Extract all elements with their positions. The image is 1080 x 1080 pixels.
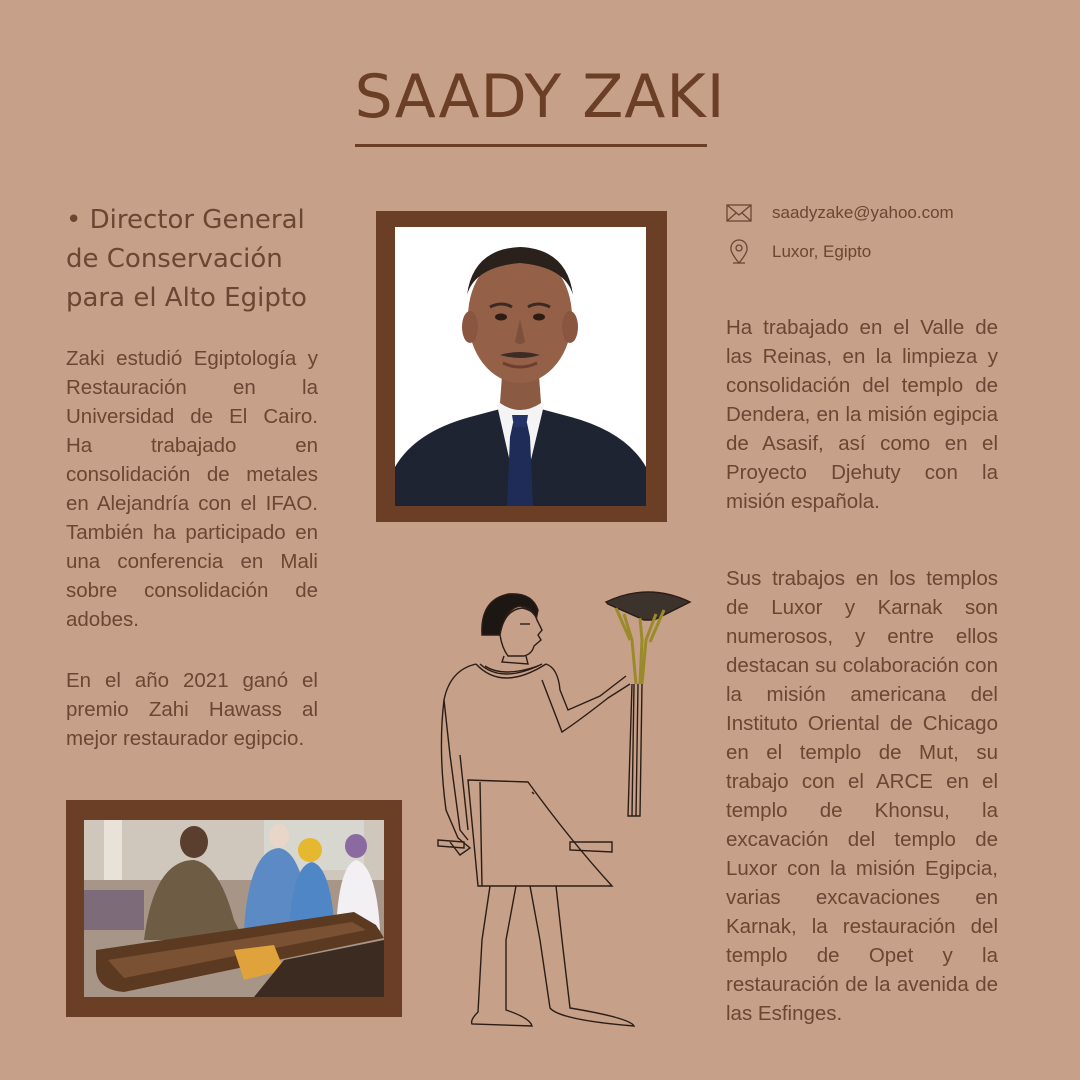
page-title: SAADY ZAKI [354, 62, 726, 132]
mail-icon [726, 200, 752, 226]
location-pin-icon [726, 239, 752, 265]
title-underline [355, 144, 707, 147]
temples-paragraph: Sus trabajos en los templos de Luxor y Karnak son numerosos, y entre ellos destacan su colaboración con la misión americana del Instituto Oriental de Chicago en el templo de Mut, su trabajo con el ARCE en el templo de Khonsu, la excavación del templo de Luxor con la misión Egipcia, varias excavaciones en Karnak, la restauración del templo de Opet y la restauración de la avenida de las Esfinges. [726, 567, 998, 1025]
email-contact[interactable] [726, 200, 1046, 226]
award-paragraph: En el año 2021 ganó el premio Zahi Hawass al mejor restaurador egipcio. [66, 669, 318, 750]
job-title: • Director General de Conservación para el Alto Egipto [66, 205, 307, 313]
egyptian-figure-illustration [420, 580, 710, 1040]
portrait-photo [395, 227, 646, 506]
location-contact [726, 239, 1046, 265]
email-text[interactable]: saadyzake@yahoo.com [772, 203, 954, 222]
restoration-photo [84, 820, 384, 997]
location-text: Luxor, Egipto [772, 242, 872, 261]
education-paragraph: Zaki estudió Egiptología y Restauración en la Universidad de El Cairo. Ha trabajado en consolidación de metales en Alejandría con el IFAO. También ha participado en una conferencia en Mali sobre consolidación de adobes. [66, 347, 318, 631]
work-paragraph: Ha trabajado en el Valle de las Reinas, en la limpieza y consolidación del templo de Dendera, en la misión egipcia de Asasif, así como en el Proyecto Djehuty con la misión española. [726, 316, 998, 513]
